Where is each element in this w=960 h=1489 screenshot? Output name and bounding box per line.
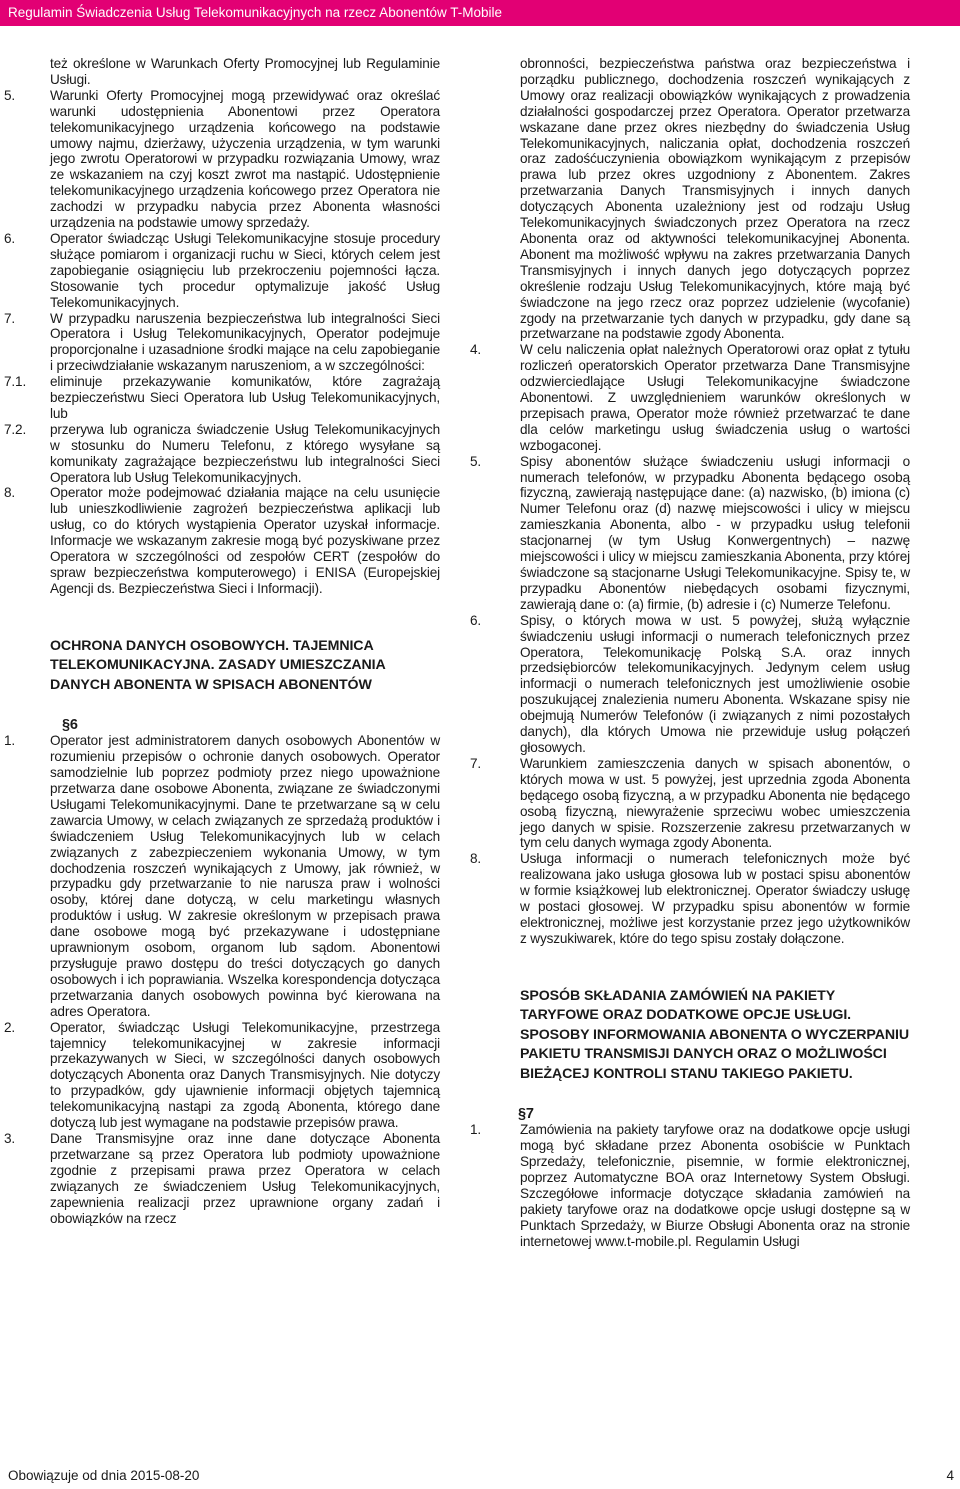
paragraph-number: 1. [4,733,16,749]
numbered-paragraph [470,756,910,851]
numbered-paragraph [0,422,440,486]
paragraph-number: 5. [4,87,16,103]
paragraph-text: Operator może podejmować działania mające na celu usunięcie lub unieszkodliwienie zagrożeń bezpieczeństwa aplikacji lub usług, co do których wystąpienia Operator uzyskał informacje. Informacje we wskazanym zakresie mogą być pozyskiwane przez Operatora w szczególności od zespołów CERT (zespołów do spraw bezpieczeństwa komputerowego) i ENISA (Europejskiej Agencji ds. Bezpieczeństwa Sieci i Informacji). [50,485,440,596]
numbered-paragraph [470,342,910,453]
left-items-a [0,88,440,597]
document-header [0,0,960,26]
paragraph-text: W przypadku naruszenia bezpieczeństwa lub integralności Sieci Operatora i Usług Telekomunikacyjnych, Operator podejmuje proporcjonalne i uzasadnione środki mające na celu zapobieganie i przeciwdziałanie wskazanym naruszeniom, a w szczególności: [50,310,440,374]
numbered-paragraph [0,1131,440,1226]
paragraph-text: Dane Transmisyjne oraz inne dane dotyczące Abonenta przetwarzane są przez Operatora lub podmioty upoważnione zgodnie z przepisami prawa przez Operatora w celach związanych ze świadczeniem Usług Telekomunikacyjnych, zapewnienia realizacji przez uprawnione organy zadań i obowiązków na rzecz [50,1130,440,1226]
page-number: 4 [946,1468,954,1483]
paragraph-number: 7. [470,755,482,771]
paragraph-number: 6. [470,612,482,628]
numbered-paragraph [470,1122,910,1249]
paragraph-number: 3. [4,1130,16,1146]
paragraph-number: 1. [470,1122,482,1138]
numbered-paragraph [0,374,440,422]
numbered-paragraph [0,1020,440,1131]
paragraph-text: Operator świadcząc Usługi Telekomunikacyjne stosuje procedury służące pomiarom i organizacji ruchu w Sieci, których celem jest zapobieganie osiągnięciu lub przekroczeniu pojemności łącza. Stosowanie tych procedur optymalizuje jakość Usług Telekomunikacyjnych. [50,230,440,310]
numbered-paragraph [0,733,440,1019]
document-title: Regulamin Świadczenia Usług Telekomunikacyjnych na rzecz Abonentów T-Mobile [8,5,503,20]
section-heading: SPOSÓB SKŁADANIA ZAMÓWIEŃ NA PAKIETY TARYFOWE ORAZ DODATKOWE OPCJE USŁUGI. SPOSOBY INFORMOWANIA ABONENTA O WYCZERPANIU PAKIETU TRANSMISJI DANYCH ORAZ O MOŻLIWOŚCI BIEŻĄCEJ KONTROLI STANU TAKIEGO PAKIETU. [520,987,910,1082]
intro-text: obronności, bezpieczeństwa państwa oraz bezpieczeństwa i porządku publicznego, dochodzenia roszczeń wynikających z Umowy oraz realizacji obowiązków wynikających z prowadzenia działalności gospodarczej przez Operatora. Operator przetwarza wskazane dane przez okres niezbędny do świadczenia Usług Telekomunikacyjnych, naliczania opłat, dochodzenia roszczeń oraz zadośćuczynienia obowiązkom wynikającym z przepisów prawa lub przez okres uzgodniony z Abonentem. Zakres przetwarzania Danych Transmisyjnych i innych danych dotyczących Abonenta uzależniony jest od rodzaju Usług Telekomunikacyjnych świadczonych przez Operatora na rzecz Abonenta oraz od aktywności telekomunikacyjnej Abonenta. Abonent ma możliwość wpływu na zakres przetwarzania Danych Transmisyjnych i innych danych jego dotyczących poprzez określenie rodzaju Usług Telekomunikacyjnych, które mają być świadczone na jego rzecz oraz poprzez udzielenie (wycofanie) zgody na przetwarzanie tych danych w przypadku, gdy dane są przetwarzane na podstawie zgody Abonenta. [520,56,910,342]
numbered-paragraph [470,613,910,756]
paragraph-number: 8. [470,851,482,867]
paragraph-text: Spisy abonentów służące świadczeniu usługi informacji o numerach telefonów, w przypadku Abonenta będącego osobą fizyczną, zawierają następujące dane: (a) nazwisko, (b) imiona (c) Numer Telefonu oraz (d) nazwę miejscowości i ulicy w miejscu zamieszkania Abonenta, albo - w przypadku usług telefonii stacjonarnej (w tym Usług Konwergentnych) – nazwę miejscowości i ulicy w miejscu zamieszkania Abonenta, przy której świadczone są stacjonarne Usługi Telekomunikacyjne. Spisy te, w przypadku Abonentów niebędących osobami fizycznymi, zawierają dane o: (a) firmie, (b) adresie i (c) Numerze Telefonu. [520,453,910,612]
left-column [0,56,440,1226]
numbered-paragraph [470,454,910,613]
paragraph-text: Warunki Oferty Promocyjnej mogą przewidywać oraz określać warunki udostępnienia Abonentowi przez Operatora telekomunikacyjnego urządzenia końcowego na podstawie umowy najmu, dzierżawy, użyczenia urządzenia, w tym warunki jego zwrotu Operatorowi w przypadku rozwiązania Umowy, wraz ze wskazaniem na czyj koszt zwrot ma nastąpić. Udostępnienie telekomunikacyjnego urządzenia końcowego przez Operatora nie zachodzi w przypadku nabycia przez Abonenta własności urządzenia na podstawie umowy sprzedaży. [50,87,440,231]
paragraph-text: Operator, świadcząc Usługi Telekomunikacyjne, przestrzega tajemnicy telekomunikacyjnej w zakresie informacji przekazywanych w Sieci, w szczególności danych osobowych dotyczących Abonenta oraz Danych Transmisyjnych. Nie dotyczy to przypadków, gdy ujawnienie informacji objętych tajemnicą telekomunikacyjną nastąpi za zgodą Abonenta, którego dane dotyczą lub jest wymagane na podstawie przepisów prawa. [50,1019,440,1131]
paragraph-text: eliminuje przekazywanie komunikatów, które zagrażają bezpieczeństwu Sieci Operatora lub Usług Telekomunikacyjnych, lub [50,374,440,421]
paragraph-number: 8. [4,485,16,501]
paragraph-text: Operator jest administratorem danych osobowych Abonentów w rozumieniu przepisów o ochronie danych osobowych. Operator samodzielnie lub poprzez podmioty przez niego upoważnione przetwarza dane osobowe Abonenta, związane ze świadczonymi Usługami Telekomunikacyjnymi. Dane te przetwarzane są w celu zawarcia Umowy, w celach związanych ze sprzedażą produktów i świadczeniem Usług Telekomunikacyjnych lub w celach związanych z zabezpieczeniem wykonania Umowy, w tym dochodzenia roszczeń wynikających z Umowy, jak również, w przypadku gdy przetwarzanie to nie narusza praw i wolności osoby, której dane dotyczą, w celu marketingu własnych produktów i usług. W zakresie określonym w przepisach prawa dane osobowe mogą być przekazywane i udostępniane uprawnionym osobom, organom lub sądom. Abonentowi przysługuje prawo dostępu do treści dotyczących go danych osobowych i ich poprawiania. Wszelka korespondencja dotycząca przetwarzania danych osobowych powinna być kierowana na adres Operatora. [50,733,440,1019]
paragraph-text: Usługa informacji o numerach telefonicznych może być realizowana jako usługa głosowa lub w postaci spisu abonentów w formie książkowej lub elektronicznej. Operator świadczy usługę w postaci głosowej. W przypadku spisu abonentów w formie elektronicznej, możliwe jest korzystanie przez jego użytkowników z wyszukiwarek, które do tego spisu zostały dołączone. [520,851,910,946]
section-number: §6 [62,717,78,734]
paragraph-text: Zamówienia na pakiety taryfowe oraz na dodatkowe opcje usługi mogą być składane przez Abonenta osobiście w Punktach Sprzedaży, telefonicznie, pisemnie, w formie elektronicznej, poprzez Automatyczne BOA oraz Internetowy System Obsługi. Szczegółowe informacje dotyczące składania zamówień na pakiety taryfowe oraz na dodatkowe opcje usługi dostępne są w Punktach Sprzedaży, w Biurze Obsługi Abonenta oraz na stronie internetowej www.t-mobile.pl. Regulamin Usługi [520,1122,910,1249]
right-items-b [470,1122,910,1249]
paragraph-text: Warunkiem zamieszczenia danych w spisach abonentów, o których mowa w ust. 5 powyżej, jest uprzednia zgoda Abonenta będącego osobą fizyczną, a w przypadku Abonenta nie będącego osobą fizyczną, niewyrażenie sprzeciwu wobec umieszczenia jego danych w spisie. Rozszerzenie zakresu przetwarzanych w tym celu danych wymaga zgody Abonenta. [520,755,910,851]
numbered-paragraph [0,231,440,311]
paragraph-number: 5. [470,453,482,469]
intro-text: też określone w Warunkach Oferty Promocyjnej lub Regulaminie Usługi. [50,56,440,87]
numbered-paragraph [0,88,440,231]
section-number: §7 [518,1106,534,1123]
paragraph-number: 4. [470,342,482,358]
left-items-b [0,733,440,1226]
numbered-paragraph [0,311,440,375]
section-heading: OCHRONA DANYCH OSOBOWYCH. TAJEMNICA TELEKOMUNIKACYJNA. ZASADY UMIESZCZANIA DANYCH ABONENTA W SPISACH ABONENTÓW [50,637,386,693]
right-items-a [470,342,910,946]
right-column [470,56,910,1250]
paragraph-number: 7.2. [4,421,27,437]
numbered-paragraph [0,485,440,596]
paragraph-text: W celu naliczenia opłat należnych Operatorowi oraz opłat z tytułu rozliczeń operatorskich Operator przetwarza Dane Transmisyjne odzwierciedlające Usługi Telekomunikacyjne świadczone Abonentowi. Z uwzględnieniem warunków określonych w przepisach prawa, Operator może również przetwarzać te dane dla celów marketingu usług świadczenia usług o wartości wzbogaconej. [520,342,910,453]
paragraph-text: przerywa lub ogranicza świadczenie Usług Telekomunikacyjnych w stosunku do Numeru Telefonu, z którego wysyłane są komunikaty zagrażające bezpieczeństwu lub integralności Sieci Operatora lub Usług Telekomunikacyjnych. [50,421,440,485]
paragraph-number: 6. [4,230,16,246]
paragraph-number: 2. [4,1019,16,1035]
paragraph-text: Spisy, o których mowa w ust. 5 powyżej, służą wyłącznie świadczeniu usługi informacji o numerach telefonicznych przez Operatora, Telekomunikację Polską S.A. oraz innych przedsiębiorców telekomunikacyjnych. Jedynym celem usług informacji o numerach telefonicznych jest umożliwienie osobie poszukującej znalezienia numeru Abonenta. Wskazane spisy nie obejmują Numerów Telefonów (i związanych z nimi pozostałych danych), dla których Umowa nie przewiduje usług połączeń głosowych. [520,612,910,755]
paragraph-number: 7.1. [4,374,27,390]
effective-date: Obowiązuje od dnia 2015-08-20 [8,1468,200,1483]
numbered-paragraph [470,851,910,946]
paragraph-number: 7. [4,310,16,326]
